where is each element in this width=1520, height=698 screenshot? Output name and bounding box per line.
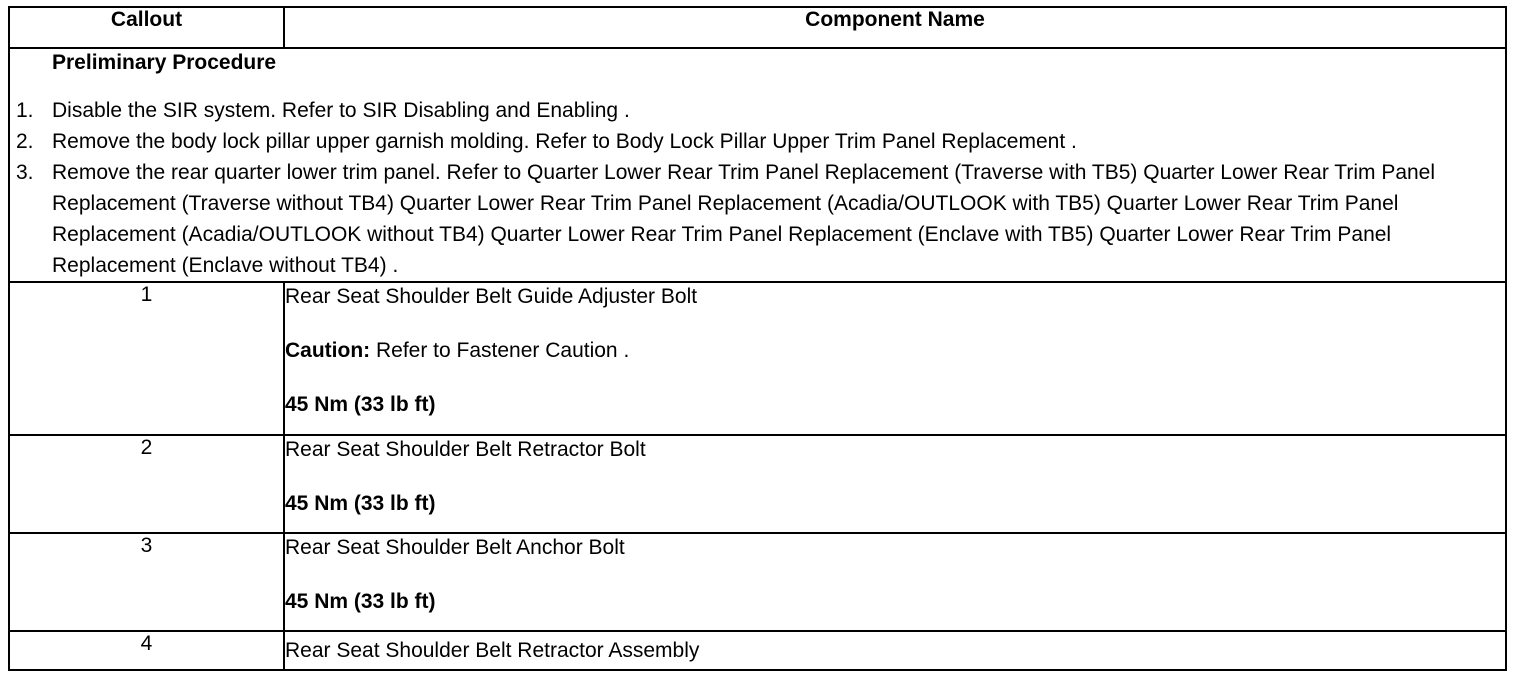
component-cell (284, 282, 1506, 435)
callout-cell: 1 (9, 282, 284, 435)
step-number: 1. (16, 99, 34, 122)
component-name: Rear Seat Shoulder Belt Retractor Assembly (285, 638, 700, 662)
caution-note (285, 337, 1505, 365)
callout-cell: 3 (9, 533, 284, 631)
torque-spec: 45 Nm (33 lb ft) (285, 492, 436, 515)
component-name: Rear Seat Shoulder Belt Guide Adjuster Bolt (285, 285, 698, 308)
torque-spec: 45 Nm (33 lb ft) (285, 590, 436, 613)
step-text: Remove the rear quarter lower trim panel. Refer to Quarter Lower Rear Trim Panel Replacement (Traverse with TB5) Quarter Lower Rear Trim Panel Replacement (Traverse without TB4) Quarter Lower Rear Trim Panel Replacement (Acadia/OUTLOOK with TB5) Quarter Lower Rear Trim Panel Replacement (Acadia/OUTLOOK without TB4) Quarter Lower Rear Trim Panel Replacement (Enclave with TB5) Quarter Lower Rear Trim Panel Replacement (Enclave without TB4) . (52, 161, 1436, 277)
component-name: Rear Seat Shoulder Belt Retractor Bolt (285, 438, 646, 461)
preliminary-steps-list (10, 95, 1505, 281)
preliminary-procedure-cell (9, 48, 1506, 282)
preliminary-step (10, 126, 1505, 157)
caution-label: Caution: (285, 339, 371, 362)
table-row (9, 282, 1506, 435)
preliminary-step (10, 157, 1505, 281)
preliminary-procedure-title: Preliminary Procedure (52, 51, 277, 74)
preliminary-procedure-row (9, 48, 1506, 282)
step-number: 2. (16, 130, 34, 153)
step-text: Remove the body lock pillar upper garnish molding. Refer to Body Lock Pillar Upper Trim Panel Replacement . (52, 130, 1077, 153)
component-name-column-header: Component Name (284, 7, 1506, 48)
component-table (8, 6, 1507, 671)
step-text: Disable the SIR system. Refer to SIR Disabling and Enabling . (52, 99, 630, 122)
component-cell (284, 631, 1506, 670)
table-row (9, 533, 1506, 631)
callout-cell: 4 (9, 631, 284, 670)
preliminary-step (10, 95, 1505, 126)
table-row (9, 631, 1506, 670)
component-name: Rear Seat Shoulder Belt Anchor Bolt (285, 536, 625, 559)
table-header-row (9, 7, 1506, 48)
caution-text: Refer to Fastener Caution . (370, 339, 630, 362)
callout-cell: 2 (9, 435, 284, 533)
component-cell (284, 533, 1506, 631)
callout-column-header: Callout (9, 7, 284, 48)
table-row (9, 435, 1506, 533)
step-number: 3. (16, 161, 34, 184)
torque-spec: 45 Nm (33 lb ft) (285, 393, 436, 416)
component-cell (284, 435, 1506, 533)
